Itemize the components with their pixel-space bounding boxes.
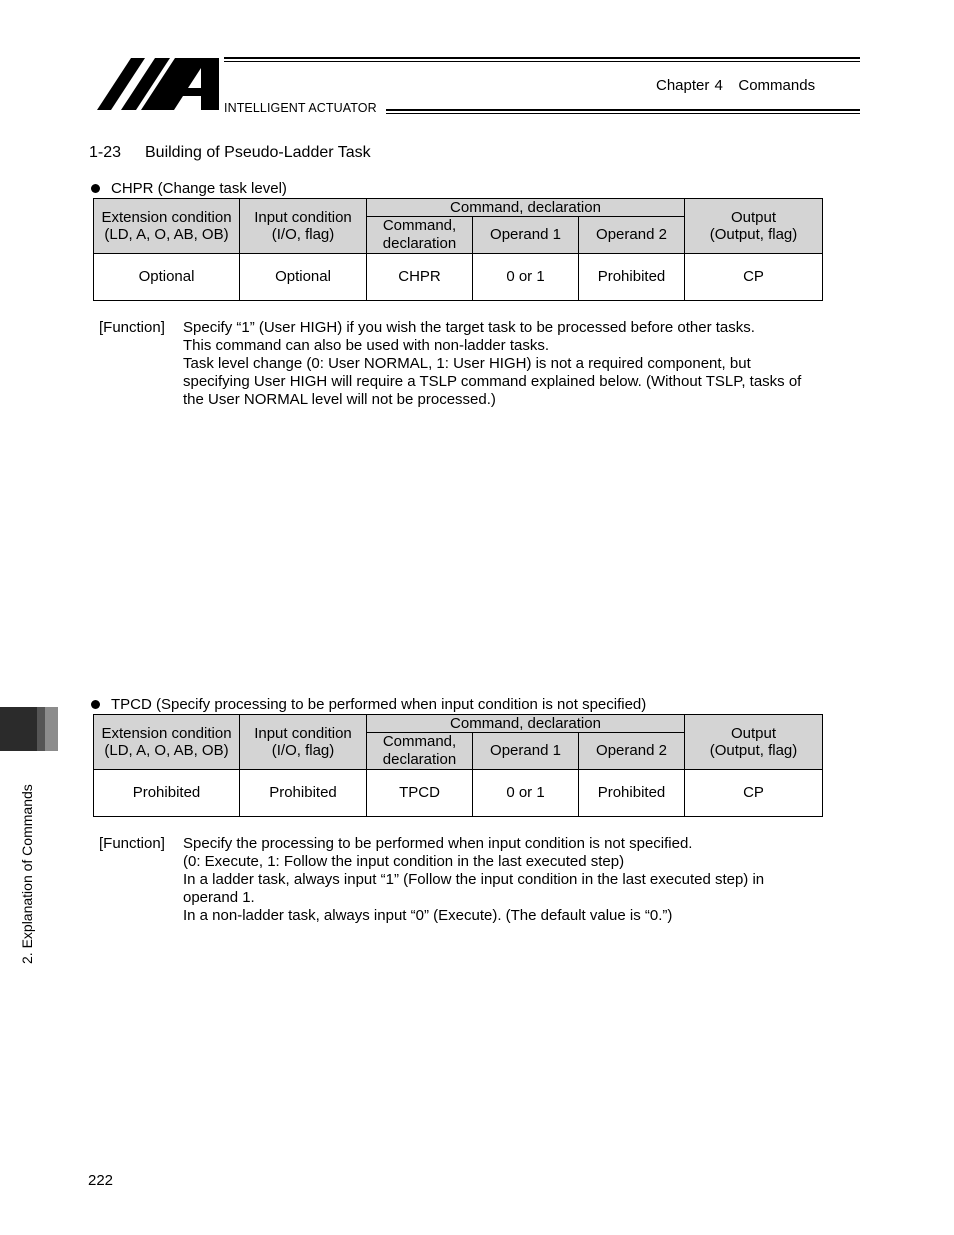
function-line: (0: Execute, 1: Follow the input condition in the last executed step) xyxy=(183,853,625,870)
iai-logo xyxy=(97,58,219,110)
chapter-tab xyxy=(0,707,37,751)
cell-operand2: Prohibited xyxy=(579,770,685,817)
header-operand2: Operand 2 xyxy=(579,217,685,254)
header-rule xyxy=(386,113,860,114)
command-table xyxy=(93,714,823,817)
function-label: [Function] xyxy=(99,319,165,336)
header-command: Command, declaration xyxy=(367,733,473,770)
chapter-tab-stripe xyxy=(45,707,58,751)
cell-output: CP xyxy=(685,254,823,301)
function-label: [Function] xyxy=(99,835,165,852)
header-operand1: Operand 1 xyxy=(473,217,579,254)
header-input-condition: Input condition (I/O, flag) xyxy=(240,199,367,254)
header-rule xyxy=(224,57,860,59)
header-rule xyxy=(224,61,860,62)
cell-command: TPCD xyxy=(367,770,473,817)
function-line: Specify “1” (User HIGH) if you wish the target task to be processed before other tasks. xyxy=(183,319,755,336)
header-rule xyxy=(386,109,860,111)
function-line: Specify the processing to be performed when input condition is not specified. xyxy=(183,835,693,852)
side-chapter-label: 2. Explanation of Commands xyxy=(19,784,35,964)
header-command-group: Command, declaration xyxy=(367,715,685,733)
page-number: 222 xyxy=(88,1172,114,1189)
section-heading: Building of Pseudo-Ladder Task xyxy=(145,144,371,161)
function-line: the User NORMAL level will not be processed.) xyxy=(183,391,496,408)
function-line: This command can also be used with non-ladder tasks. xyxy=(183,337,550,354)
chapter-title: Chapter 4 Commands xyxy=(656,77,816,94)
function-line: In a non-ladder task, always input “0” (Execute). (The default value is “0.”) xyxy=(183,907,673,924)
header-output: Output (Output, flag) xyxy=(685,715,823,770)
header-extension-condition: Extension condition (LD, A, O, AB, OB) xyxy=(94,199,240,254)
command-bullet-text: CHPR (Change task level) xyxy=(111,180,287,197)
cell-operand1: 0 or 1 xyxy=(473,254,579,301)
cell-input: Optional xyxy=(240,254,367,301)
header-command-group: Command, declaration xyxy=(367,199,685,217)
cell-input: Prohibited xyxy=(240,770,367,817)
table-row xyxy=(94,254,823,301)
header-operand2: Operand 2 xyxy=(579,733,685,770)
command-bullet xyxy=(91,180,287,197)
cell-output: CP xyxy=(685,770,823,817)
cell-extension: Optional xyxy=(94,254,240,301)
chapter-tab-stripe xyxy=(37,707,45,751)
header-output: Output (Output, flag) xyxy=(685,199,823,254)
header-command: Command, declaration xyxy=(367,217,473,254)
command-bullet-text: TPCD (Specify processing to be performed when input condition is not specified) xyxy=(111,696,647,713)
bullet-icon xyxy=(91,700,100,709)
function-line: Task level change (0: User NORMAL, 1: User HIGH) is not a required component, but xyxy=(183,355,751,372)
header-extension-condition: Extension condition (LD, A, O, AB, OB) xyxy=(94,715,240,770)
brand-name: INTELLIGENT ACTUATOR xyxy=(224,101,377,115)
function-line: operand 1. xyxy=(183,889,255,906)
header-input-condition: Input condition (I/O, flag) xyxy=(240,715,367,770)
section-title xyxy=(89,144,371,162)
cell-operand2: Prohibited xyxy=(579,254,685,301)
section-number: 1-23 xyxy=(89,144,122,161)
table-row xyxy=(94,770,823,817)
function-line: specifying User HIGH will require a TSLP command explained below. (Without TSLP, tasks of xyxy=(183,373,802,390)
command-table xyxy=(93,198,823,301)
bullet-icon xyxy=(91,184,100,193)
header-operand1: Operand 1 xyxy=(473,733,579,770)
cell-command: CHPR xyxy=(367,254,473,301)
function-line: In a ladder task, always input “1” (Follow the input condition in the last executed step) in xyxy=(183,871,765,888)
cell-operand1: 0 or 1 xyxy=(473,770,579,817)
command-bullet xyxy=(91,696,646,713)
cell-extension: Prohibited xyxy=(94,770,240,817)
